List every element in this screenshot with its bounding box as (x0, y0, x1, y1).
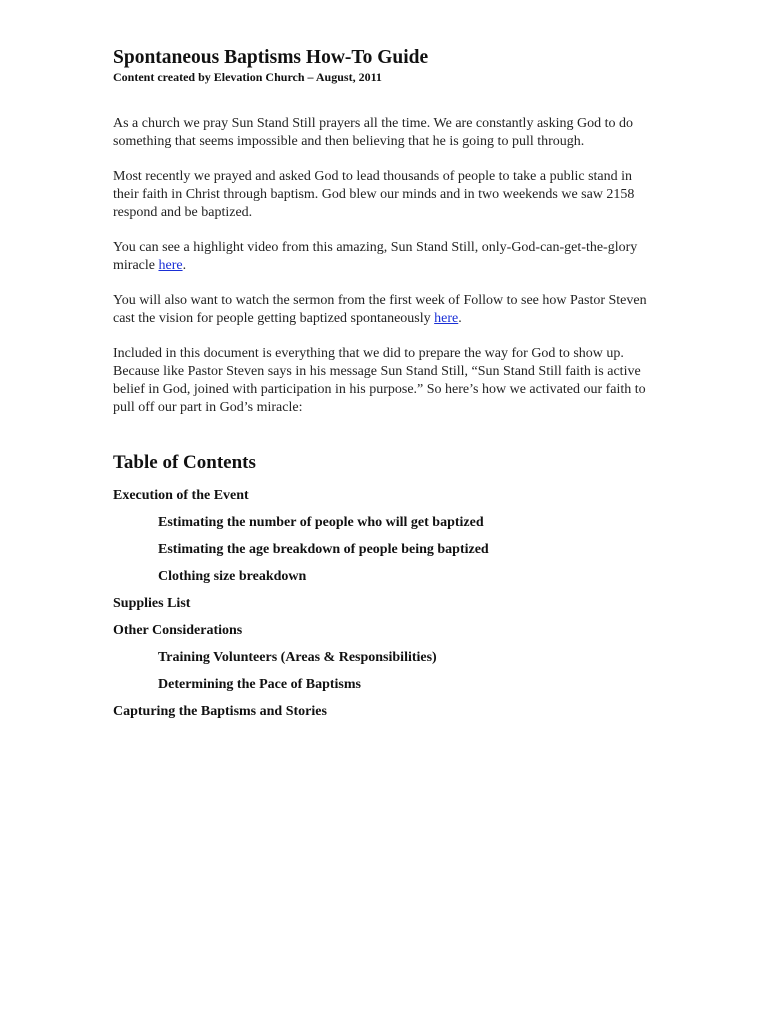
toc-item-clothing-size[interactable]: Clothing size breakdown (158, 569, 307, 584)
toc-item-estimating-number[interactable]: Estimating the number of people who will get baptized (158, 515, 484, 530)
document-page (113, 46, 661, 730)
toc-heading: Table of Contents (113, 452, 256, 473)
toc-item-pace-of-baptisms[interactable]: Determining the Pace of Baptisms (158, 677, 361, 692)
toc-item-execution-of-the-event[interactable]: Execution of the Event (113, 488, 249, 503)
intro-paragraph-2: Most recently we prayed and asked God to lead thousands of people to take a public stand in their faith in Christ through baptism. God blew our minds and in two weekends we saw 2158 respond and be baptized. (113, 169, 635, 220)
highlight-video-link[interactable]: here (158, 258, 183, 273)
intro-paragraph-3 (113, 239, 661, 275)
document-title: Spontaneous Baptisms How-To Guide (113, 47, 429, 68)
sermon-link[interactable]: here (434, 311, 459, 326)
document-subtitle: Content created by Elevation Church – August, 2011 (113, 70, 382, 84)
intro-paragraph-1: As a church we pray Sun Stand Still prayers all the time. We are constantly asking God to do something that seems impossible and then believing that he is going to pull through. (113, 116, 634, 149)
intro-paragraph-4 (113, 292, 661, 328)
toc-item-other-considerations[interactable]: Other Considerations (113, 623, 243, 638)
paragraph-4-text: You will also want to watch the sermon from the first week of Follow to see how Pastor Steven cast the vision for people getting baptized spontaneously (113, 293, 647, 326)
paragraph-4-end: . (458, 311, 462, 326)
paragraph-3-text: You can see a highlight video from this amazing, Sun Stand Still, only-God-can-get-the-glory miracle (113, 240, 638, 273)
toc-list (113, 487, 661, 721)
toc-item-capturing-baptisms[interactable]: Capturing the Baptisms and Stories (113, 704, 327, 719)
toc-item-supplies-list[interactable]: Supplies List (113, 596, 191, 611)
intro-paragraph-5: Included in this document is everything that we did to prepare the way for God to show up. Because like Pastor Steven says in his message Sun Stand Still, “Sun Stand Still faith is active belief in God, joined with participation in his purpose.” So here’s how we activated our faith to pull off our part in God’s miracle: (113, 346, 646, 415)
toc-item-estimating-age-breakdown[interactable]: Estimating the age breakdown of people being baptized (158, 542, 489, 557)
toc-item-training-volunteers[interactable]: Training Volunteers (Areas & Responsibilities) (158, 650, 437, 665)
paragraph-3-end: . (182, 258, 187, 273)
